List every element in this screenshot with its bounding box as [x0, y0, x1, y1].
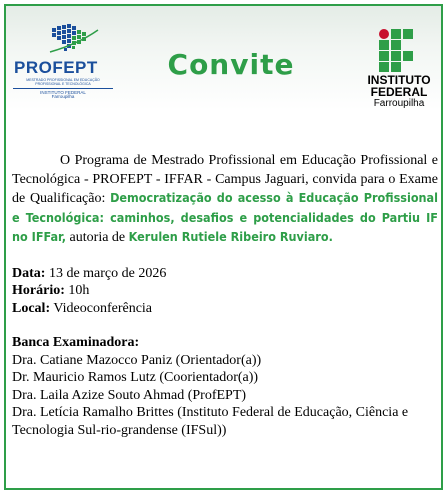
board-heading: Banca Examinadora:: [12, 335, 140, 350]
date-label: Data:: [12, 265, 46, 281]
date-value: 13 de março de 2026: [45, 265, 167, 281]
page-title: Convite: [167, 48, 295, 81]
time-row: [12, 282, 438, 300]
header-banner: [6, 6, 441, 110]
board-member: Dra. Catiane Mazocco Paniz (Orientador(a)): [12, 352, 262, 368]
profept-campus: Farroupilha: [51, 94, 75, 99]
invitation-paragraph: [12, 152, 438, 248]
if-campus: Farroupilha: [373, 98, 425, 109]
time-value: 10h: [64, 283, 90, 298]
profept-subtitle: MESTRADO PROFISSIONAL EM EDUCAÇÃO PROFISSIONAL E TECNOLÓGICA: [26, 78, 100, 86]
brazil-map-icon: [48, 22, 108, 62]
board-member: Dr. Mauricio Ramos Lutz (Coorientador(a)): [12, 370, 259, 385]
location-value: Videoconferência: [50, 300, 153, 316]
instituto-federal-logo: [358, 28, 431, 109]
date-row: [12, 265, 438, 283]
if-name-line2: FEDERAL: [370, 85, 428, 99]
profept-wordmark: PROFEPT: [14, 58, 98, 77]
author-name: Kerulen Rutiele Ribeiro Ruviaro.: [128, 229, 333, 244]
if-grid-icon: [378, 28, 414, 72]
invitation-body: [12, 152, 438, 439]
if-name-line1: INSTITUTO: [367, 73, 431, 87]
time-label: Horário:: [12, 283, 65, 298]
exam-details: [12, 265, 438, 318]
examining-board: [12, 334, 438, 439]
location-label: Local:: [12, 300, 51, 316]
authorship-text: autoria de: [66, 230, 129, 245]
thesis-title: Democratização do acesso à Educação Profissional e Tecnológica: caminhos, desafios e potencialidades do Partiu IF no IFFar,: [12, 190, 438, 244]
invitation-frame: [4, 4, 443, 490]
board-member: Dra. Letícia Ramalho Brittes (Instituto Federal de Educação, Ciência e Tecnologia Sul-rio-grandense (IFSul)): [12, 405, 409, 438]
invitation-intro: O Programa de Mestrado Profissional em Educação Profissional e Tecnológica - PROFEPT - IFFAR - Campus Jaguari, convida para o Exame de Qualificação:: [12, 153, 438, 206]
location-row: [12, 300, 438, 318]
profept-institution: INSTITUTO FEDERAL: [13, 88, 113, 95]
board-member: Dra. Laila Azize Souto Ahmad (ProfEPT): [12, 387, 247, 403]
